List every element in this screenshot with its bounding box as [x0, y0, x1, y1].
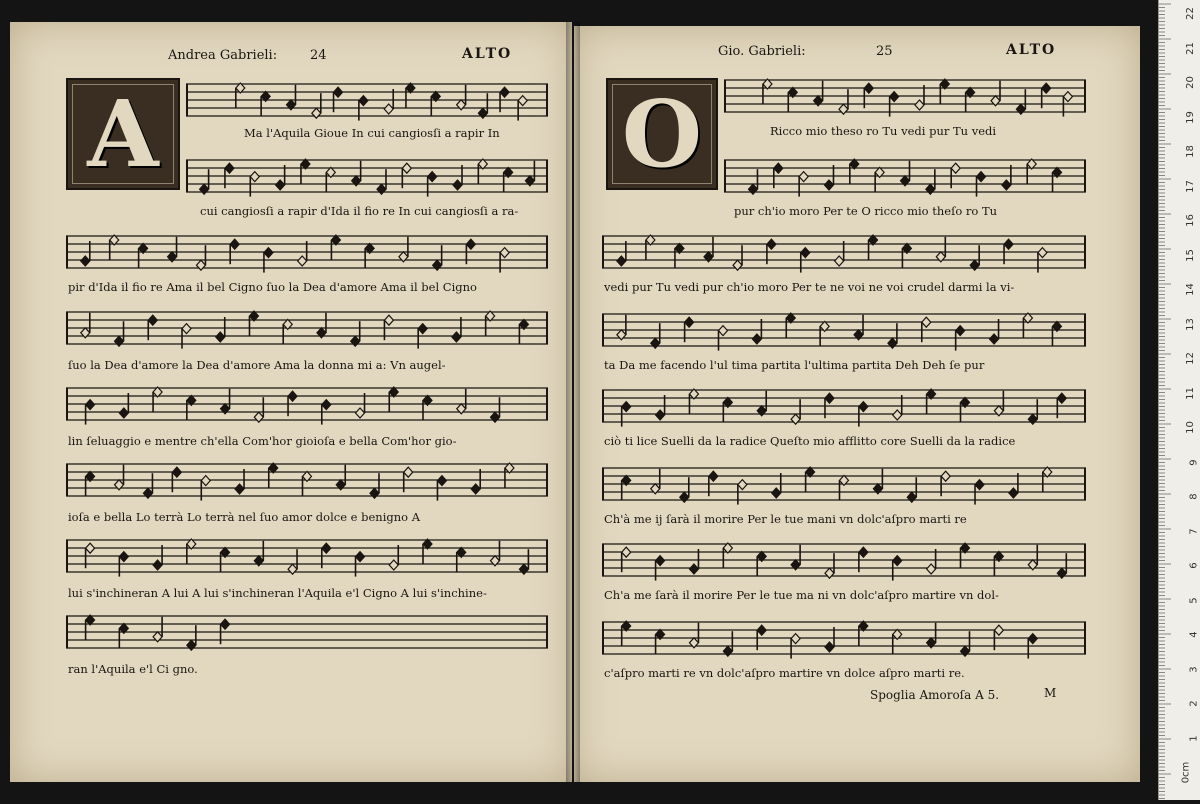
note-head — [1002, 180, 1011, 190]
note-head — [466, 239, 475, 249]
note-head — [915, 100, 924, 110]
note-head — [452, 332, 461, 342]
ruler-number: 21 — [1185, 41, 1197, 55]
note-head — [230, 239, 239, 249]
ruler-number: 2 — [1188, 700, 1200, 707]
note-head — [689, 564, 698, 574]
right-initial-letter: O — [621, 80, 703, 188]
note-head — [723, 646, 732, 656]
note-head — [893, 556, 902, 566]
right-lyric-1: Ricco mio theso ro Tu vedi pur Tu vedi — [770, 124, 997, 138]
note-head — [322, 400, 331, 410]
ruler-number: 3 — [1188, 665, 1200, 673]
left-initial-letter: A — [87, 80, 159, 188]
note-head — [622, 547, 631, 557]
note-head — [384, 104, 393, 114]
note-head — [182, 324, 191, 334]
note-head — [1038, 248, 1047, 258]
note-head — [651, 338, 660, 348]
right-signature-mark: M — [1044, 686, 1057, 700]
note-head — [143, 488, 152, 498]
left-voice-label: ALTO — [462, 46, 513, 62]
music-staff — [66, 526, 548, 582]
music-staff — [602, 222, 1086, 278]
note-head — [977, 172, 986, 182]
note-head — [835, 256, 844, 266]
ruler-number: 20 — [1185, 76, 1197, 89]
left-lyric-2: cui cangiosſi a rapir d'Ida il fio re In cui cangiosſi a ra- — [200, 204, 519, 218]
note-head — [1028, 414, 1037, 424]
note-head — [250, 172, 259, 182]
right-lyric-3: vedi pur Tu vedi pur ch'io moro Per te ne voi ne voi crudel darmi la vi- — [604, 280, 1015, 294]
note-head — [500, 248, 509, 258]
note-head — [119, 408, 128, 418]
note-head — [839, 104, 848, 114]
note-head — [201, 476, 210, 486]
note-head — [994, 625, 1003, 635]
ruler-number: 12 — [1185, 352, 1197, 365]
note-head — [288, 391, 297, 401]
note-head — [772, 488, 781, 498]
note-head — [680, 492, 689, 502]
music-staff — [66, 602, 548, 658]
ruler-number: 9 — [1188, 458, 1200, 466]
note-head — [622, 402, 631, 412]
note-head — [312, 108, 321, 118]
note-head — [685, 317, 694, 327]
ruler-number: 8 — [1188, 493, 1200, 500]
note-head — [384, 315, 393, 325]
right-decorated-initial — [606, 78, 718, 190]
note-head — [428, 172, 437, 182]
note-head — [825, 393, 834, 403]
right-lyric-2: pur ch'io moro Per te O ricco mio theſo ro Tu — [734, 204, 998, 218]
note-head — [774, 163, 783, 173]
note-head — [738, 480, 747, 490]
note-head — [453, 180, 462, 190]
note-head — [656, 410, 665, 420]
right-lyric-4: ta Da me facendo l'ul tima partita l'ultima partita Deh Deh ſe pur — [604, 358, 985, 372]
note-head — [926, 184, 935, 194]
note-head — [187, 640, 196, 650]
note-head — [196, 260, 205, 270]
right-signature-line: Spoglia Amoroſa A 5. — [870, 688, 1000, 702]
music-staff — [66, 222, 548, 278]
left-lyric-4: ſuo la Dea d'amore la Dea d'amore Ama la donna mi a: Vn augel- — [68, 358, 446, 372]
left-lyric-8: ran l'Aquila e'l Ci gno. — [68, 662, 198, 676]
ruler-number: 13 — [1185, 317, 1197, 331]
ruler-number: 19 — [1185, 110, 1197, 124]
ruler-number: 5 — [1188, 596, 1200, 604]
note-head — [956, 326, 965, 336]
note-head — [961, 646, 970, 656]
music-staff — [66, 450, 548, 506]
note-head — [767, 239, 776, 249]
music-staff — [186, 70, 548, 126]
ruler-number: 7 — [1188, 527, 1200, 535]
note-head — [81, 256, 90, 266]
note-head — [752, 334, 761, 344]
ruler-number: 16 — [1185, 214, 1197, 227]
note-head — [115, 336, 124, 346]
right-composer: Gio. Gabrieli: — [718, 44, 806, 59]
note-head — [791, 414, 800, 424]
note-head — [153, 560, 162, 570]
note-head — [791, 634, 800, 644]
note-head — [656, 556, 665, 566]
right-lyric-7: Ch'a me ſarà il morire Per le tue ma ni vn dolc'aſpro martire vn dol- — [604, 588, 999, 602]
note-head — [322, 543, 331, 553]
right-voice-label: ALTO — [1006, 42, 1057, 58]
note-head — [1016, 104, 1025, 114]
left-lyric-1: Ma l'Aquila Gioue In cui cangiosſi a rapir In — [244, 126, 500, 140]
note-head — [922, 317, 931, 327]
note-head — [709, 471, 718, 481]
note-head — [1042, 83, 1051, 93]
note-head — [254, 412, 263, 422]
note-head — [1004, 239, 1013, 249]
note-head — [859, 402, 868, 412]
note-head — [825, 568, 834, 578]
ruler-number: 4 — [1188, 631, 1200, 638]
ruler-number: 6 — [1188, 562, 1200, 569]
left-lyric-6: ioſa e bella Lo terrà Lo terrà nel ſuo amor dolce e benigno A — [68, 510, 421, 524]
note-head — [221, 619, 230, 629]
ruler-number: 22 — [1185, 7, 1197, 20]
note-head — [888, 338, 897, 348]
music-staff — [602, 454, 1086, 510]
note-head — [907, 492, 916, 502]
note-head — [1057, 568, 1066, 578]
right-lyric-5: ciò ti lice Suelli da la radice Queſto mio afflitto core Suelli da la radice — [604, 434, 1016, 448]
note-head — [1057, 393, 1066, 403]
ruler-number: 14 — [1185, 283, 1197, 296]
ruler-number: 15 — [1185, 248, 1197, 262]
note-head — [356, 408, 365, 418]
right-page — [574, 26, 1140, 782]
music-staff — [66, 298, 548, 354]
note-head — [370, 488, 379, 498]
note-head — [617, 256, 626, 266]
note-head — [1063, 92, 1072, 102]
note-head — [172, 467, 181, 477]
note-head — [298, 256, 307, 266]
note-head — [824, 180, 833, 190]
note-head — [334, 87, 343, 97]
note-head — [519, 564, 528, 574]
note-head — [490, 412, 499, 422]
note-head — [402, 163, 411, 173]
note-head — [518, 96, 527, 106]
note-head — [970, 260, 979, 270]
music-staff — [602, 608, 1086, 664]
note-head — [86, 400, 95, 410]
music-staff — [724, 146, 1086, 202]
note-head — [500, 87, 509, 97]
ruler-number: 0cm — [1180, 761, 1192, 784]
note-head — [990, 334, 999, 344]
note-head — [799, 172, 808, 182]
note-head — [478, 108, 487, 118]
left-page-number: 24 — [310, 48, 327, 63]
note-head — [437, 476, 446, 486]
note-head — [264, 248, 273, 258]
note-head — [200, 184, 209, 194]
ruler-number: 18 — [1185, 145, 1197, 158]
left-lyric-3: pir d'Ida il fio re Ama il bel Cigno ſuo la Dea d'amore Ama il bel Cigno — [68, 280, 477, 294]
note-head — [864, 83, 873, 93]
music-staff — [602, 376, 1086, 432]
music-staff — [186, 146, 548, 202]
music-staff — [602, 530, 1086, 586]
note-head — [951, 163, 960, 173]
right-lyric-8: c'aſpro marti re vn dolc'aſpro martire vn dolce aſpro marti re. — [604, 666, 965, 680]
left-lyric-7: lui s'inchineran A lui A lui s'inchineran l'Aquila e'l Cigno A lui s'inchine- — [68, 586, 487, 600]
left-lyric-5: lin ſeluaggio e mentre ch'ella Com'hor gioioſa e bella Com'hor gio- — [68, 434, 457, 448]
note-head — [859, 547, 868, 557]
note-head — [801, 248, 810, 258]
note-head — [119, 552, 128, 562]
note-head — [433, 260, 442, 270]
note-head — [733, 260, 742, 270]
right-lyric-6: Ch'à me ij ſarà il morire Per le tue mani vn dolc'aſpro marti re — [604, 512, 967, 526]
note-head — [86, 543, 95, 553]
music-staff — [602, 300, 1086, 356]
note-head — [351, 336, 360, 346]
book-gutter — [566, 22, 580, 782]
note-head — [356, 552, 365, 562]
note-head — [757, 625, 766, 635]
note-head — [225, 163, 234, 173]
ruler-number: 11 — [1185, 386, 1197, 400]
measuring-ruler — [1158, 0, 1200, 800]
note-head — [377, 184, 386, 194]
note-head — [216, 332, 225, 342]
note-head — [893, 410, 902, 420]
note-head — [748, 184, 757, 194]
note-head — [1028, 634, 1037, 644]
note-head — [825, 642, 834, 652]
note-head — [1009, 488, 1018, 498]
note-head — [276, 180, 285, 190]
ruler-number: 17 — [1185, 179, 1197, 193]
right-page-number: 25 — [876, 44, 893, 59]
note-head — [288, 564, 297, 574]
note-head — [890, 92, 899, 102]
note-head — [389, 560, 398, 570]
left-composer: Andrea Gabrieli: — [168, 48, 278, 63]
note-head — [941, 471, 950, 481]
note-head — [975, 480, 984, 490]
music-staff — [66, 374, 548, 430]
note-head — [418, 324, 427, 334]
note-head — [235, 484, 244, 494]
note-head — [404, 467, 413, 477]
note-head — [359, 96, 368, 106]
note-head — [719, 326, 728, 336]
note-head — [148, 315, 157, 325]
left-decorated-initial — [66, 78, 180, 190]
ruler-number: 1 — [1188, 734, 1200, 742]
music-staff — [724, 66, 1086, 122]
note-head — [927, 564, 936, 574]
left-page — [10, 22, 572, 782]
ruler-number: 10 — [1185, 421, 1197, 434]
note-head — [471, 484, 480, 494]
